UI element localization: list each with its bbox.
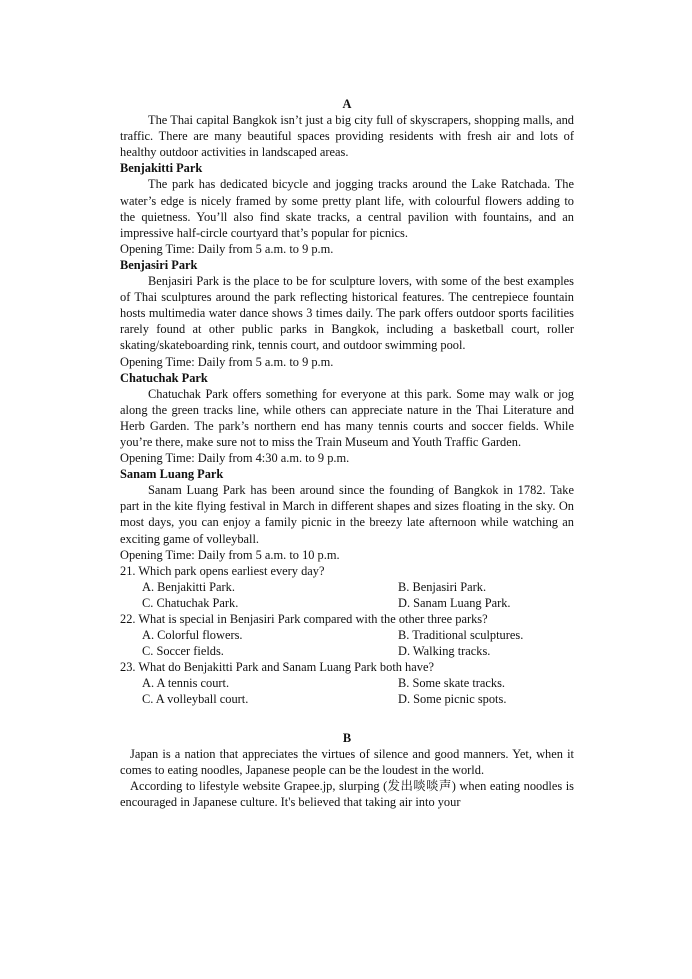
park-name: Benjakitti Park — [120, 161, 203, 176]
answer-option: A. Benjakitti Park. — [142, 579, 235, 594]
answer-options — [142, 675, 574, 707]
section-spacer — [120, 708, 574, 730]
question-stem: 22. What is special in Benjasiri Park compared with the other three parks? — [120, 612, 488, 626]
section-b-paragraph: Japan is a nation that appreciates the virtues of silence and good manners. Yet, when it comes to eating noodles, Japanese people can be the loudest in the world. — [120, 746, 574, 777]
opening-time: Opening Time: Daily from 4:30 a.m. to 9 p.m. — [120, 451, 350, 466]
section-a-intro: The Thai capital Bangkok isn’t just a big city full of skyscrapers, shopping malls, and traffic. There are many beautiful spaces providing residents with fresh air and lots of healthy outdoor activities in landscaped areas. — [120, 113, 574, 160]
section-b-title: B — [342, 730, 352, 745]
answer-option: B. Traditional sculptures. — [398, 628, 524, 643]
answer-options — [142, 627, 574, 659]
answer-option: A. A tennis court. — [142, 676, 230, 691]
opening-time: Opening Time: Daily from 5 a.m. to 9 p.m. — [120, 354, 334, 369]
answer-option: C. A volleyball court. — [142, 692, 249, 707]
park-description: The park has dedicated bicycle and jogging tracks around the Lake Ratchada. The water’s edge is nicely framed by some pretty plant life, with colourful flowers adding to the quietness. You’ll also find skate tracks, a central pavilion with fountains, and an impressive half-circle courtyard that’s popular for picnics. — [120, 177, 574, 240]
park-name: Benjasiri Park — [120, 257, 198, 272]
answer-options — [142, 579, 574, 611]
answer-option: D. Walking tracks. — [398, 644, 491, 659]
park-name: Chatuchak Park — [120, 370, 208, 385]
opening-time: Opening Time: Daily from 5 a.m. to 9 p.m. — [120, 241, 334, 256]
question-stem: 21. Which park opens earliest every day? — [120, 563, 325, 578]
answer-option: D. Some picnic spots. — [398, 692, 507, 707]
answer-option: A. Colorful flowers. — [142, 628, 243, 643]
park-description: Benjasiri Park is the place to be for sculpture lovers, with some of the best examples of Thai sculptures around the park reflecting historical features. The centrepiece fountain hosts multimedia water dance shows 3 times daily. The park offers outdoor sports facilities rarely found at other public parks in Bangkok, including a basketball court, roller skating/skateboarding rink, tennis court, and outdoor swimming pool. — [120, 274, 574, 353]
answer-option: C. Chatuchak Park. — [142, 595, 239, 610]
park-description: Chatuchak Park offers something for everyone at this park. Some may walk or jog along the green tracks line, while others can appreciate nature in the Thai Literature and Herb Garden. The park’s northern end has many tennis courts and soccer fields. While you’re there, make sure not to miss the Train Museum and Youth Traffic Garden. — [120, 386, 574, 449]
section-a-title: A — [342, 97, 352, 111]
opening-time: Opening Time: Daily from 5 a.m. to 10 p.m. — [120, 547, 340, 562]
answer-option: B. Some skate tracks. — [398, 676, 506, 691]
park-name: Sanam Luang Park — [120, 467, 224, 482]
document-page — [120, 96, 574, 810]
answer-option: B. Benjasiri Park. — [398, 579, 487, 594]
park-description: Sanam Luang Park has been around since the founding of Bangkok in 1782. Take part in the kite flying festival in March in different shapes and sizes floating in the sky. On most days, you can enjoy a family picnic in the breezy late afternoon while watching an exciting game of volleyball. — [120, 483, 574, 546]
answer-option: D. Sanam Luang Park. — [398, 595, 511, 610]
question-stem: 23. What do Benjakitti Park and Sanam Luang Park both have? — [120, 660, 434, 675]
section-b-paragraph: According to lifestyle website Grapee.jp, slurping (发出啖啖声) when eating noodles is encouraged in Japanese culture. It's believed that taking air into your — [120, 778, 574, 809]
answer-option: C. Soccer fields. — [142, 644, 224, 659]
